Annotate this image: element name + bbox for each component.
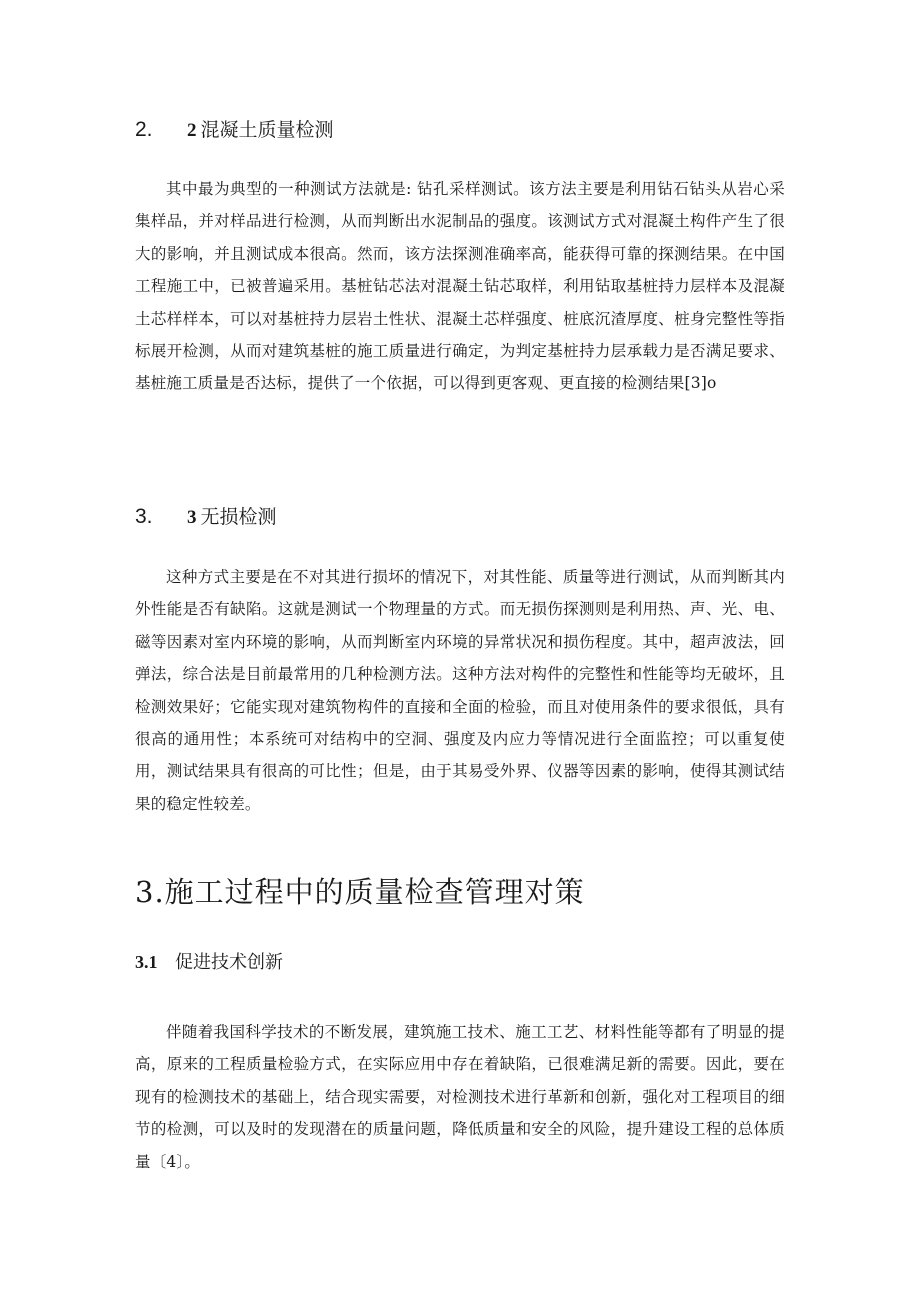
section-number: 2. [135, 118, 153, 141]
paragraph-concrete-testing: 其中最为典型的一种测试方法就是: 钻孔采样测试。该方法主要是利用钻石钻头从岩心采集样品，并对样品进行检测，从而判断出水泥制品的强度。该测试方式对混凝土构件产生了很大的影响，并且测试成本很高。然而，该方法探测准确率高，能获得可靠的探测结果。在中国工程施工中，已被普遍采用。基桩钻芯法对混凝土钻芯取样，利用钻取基桩持力层样本及混凝土芯样样本，可以对基桩持力层岩土性状、混凝土芯样强度、桩底沉渣厚度、桩身完整性等指标展开检测，从而对建筑基桩的施工质量进行确定，为判定基桩持力层承载力是否满足要求、基桩施工质量是否达标，提供了一个依据，可以得到更客观、更直接的检测结果[3]o [135, 180, 785, 393]
chapter-heading: 3.施工过程中的质量检查管理对策 [135, 875, 585, 909]
section-number: 3. [135, 505, 153, 528]
section-heading-2-2 [135, 118, 334, 143]
section-title: 无损检测 [200, 506, 277, 528]
subsection-number: 3.1 [135, 952, 158, 972]
section-heading-3-3 [135, 505, 277, 530]
section-title: 混凝土质量检测 [200, 119, 334, 141]
paragraph-nondestructive-testing: 这种方式主要是在不对其进行损坏的情况下，对其性能、质量等进行测试，从而判断其内外性能是否有缺陷。这就是测试一个物理量的方式。而无损伤探测则是利用热、声、光、电、磁等因素对室内环境的影响，从而判断室内环境的异常状况和损伤程度。其中，超声波法，回弹法，综合法是目前最常用的几种检测方法。这种方法对构件的完整性和性能等均无破坏，且检测效果好；它能实现对建筑物构件的直接和全面的检验，而且对使用条件的要求很低，具有很高的通用性；本系统可对结构中的空洞、强度及内应力等情况进行全面监控；可以重复使用，测试结果具有很高的可比性；但是，由于其易受外界、仪器等因素的影响，使得其测试结果的稳定性较差。 [135, 568, 785, 813]
section-subnumber: 3 [187, 507, 197, 528]
subsection-heading [135, 950, 283, 975]
section-subnumber: 2 [187, 120, 197, 141]
subsection-title: 促进技术创新 [175, 952, 283, 973]
paragraph-tech-innovation: 伴随着我国科学技术的不断发展，建筑施工技术、施工工艺、材料性能等都有了明显的提高，原来的工程质量检验方式，在实际应用中存在着缺陷，已很难满足新的需要。因此，要在现有的检测技术的基础上，结合现实需要，对检测技术进行革新和创新，强化对工程项目的细节的检测，可以及时的发现潜在的质量问题，降低质量和安全的风险，提升建设工程的总体质量〔4〕。 [135, 1023, 785, 1171]
